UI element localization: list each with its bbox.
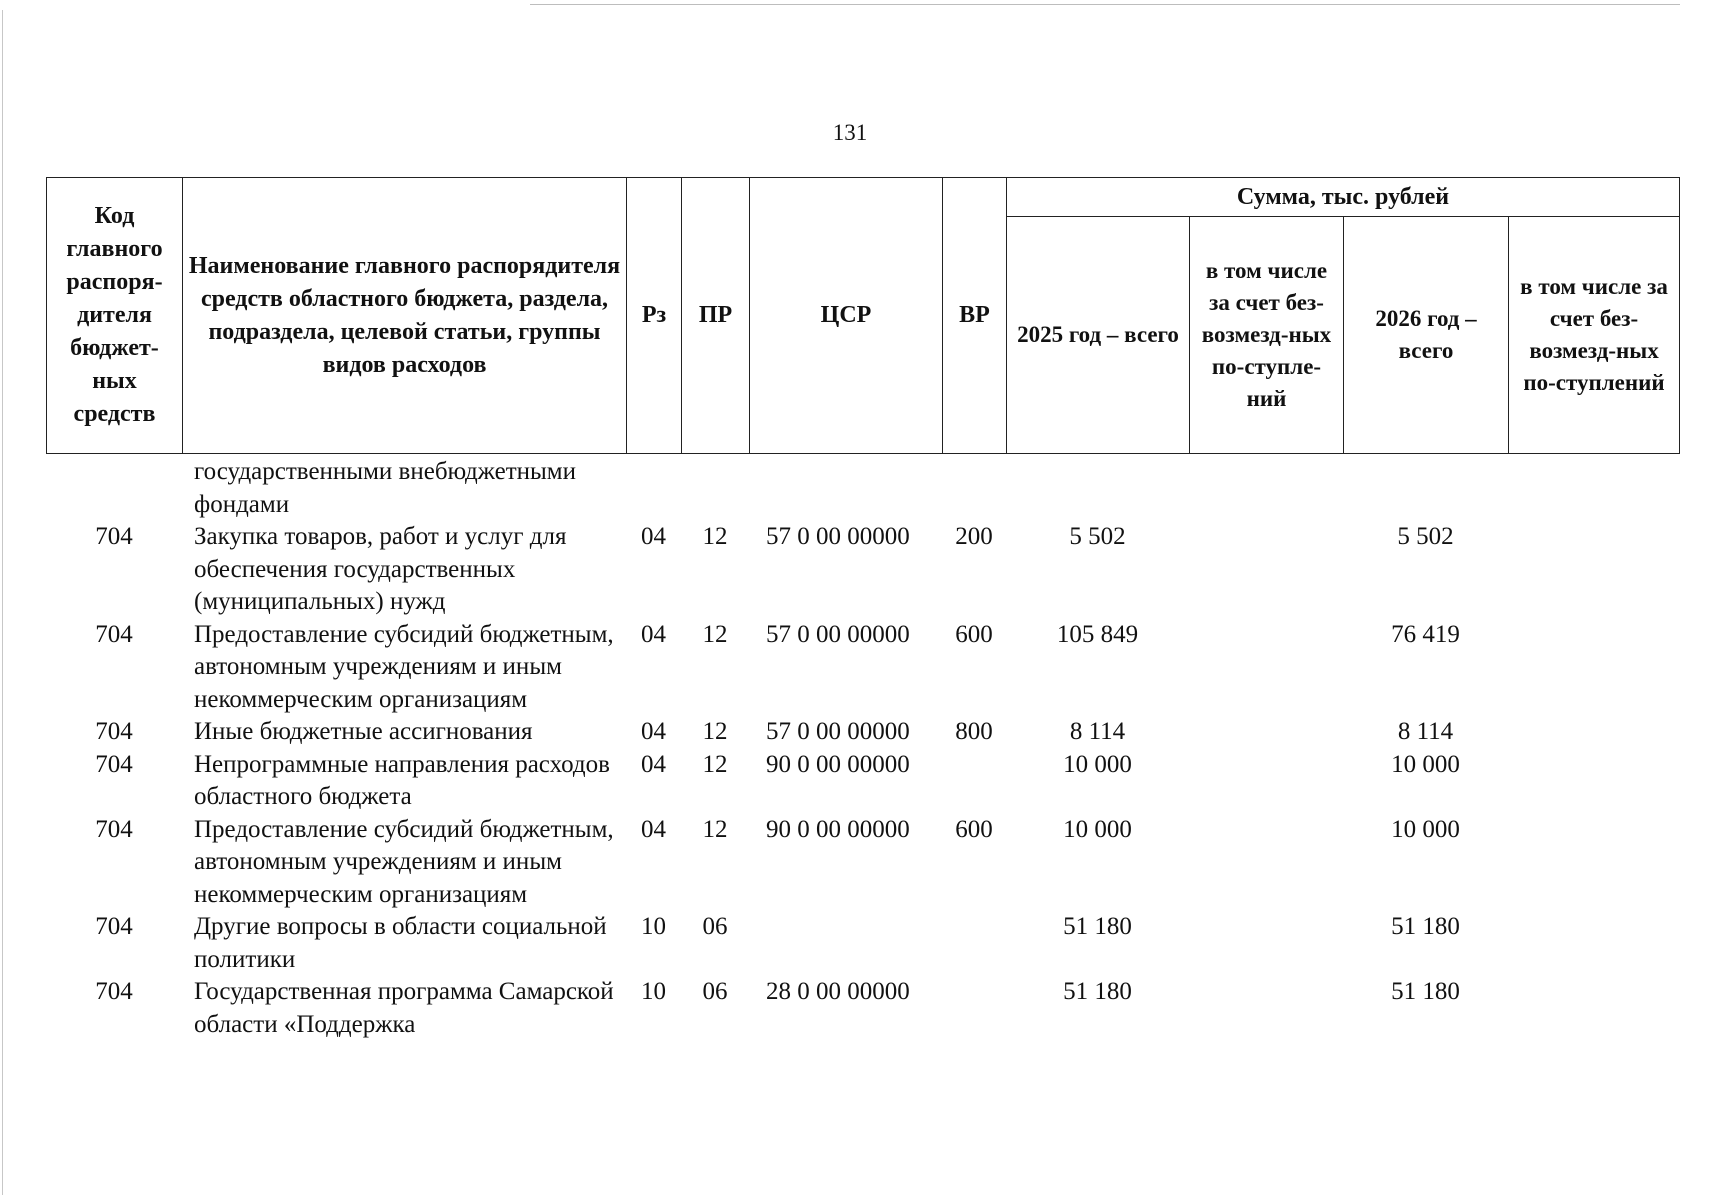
cell-csr [749,456,942,521]
cell-code: 704 [95,523,133,550]
cell-vr [942,976,1006,1041]
cell-vr [942,456,1006,521]
scan-left-edge [2,10,3,1195]
cell-2026-total: 10 000 [1391,750,1460,778]
cell-pr: 12 [702,815,728,843]
cell-rz: 04 [641,815,666,843]
cell-2026-free [1508,749,1679,814]
col-header-2025-free: в том числе за счет без-возмезд-ных по-ступле-ний [1190,217,1344,454]
cell-pr [681,456,749,521]
cell-2026-free [1508,716,1679,749]
cell-csr: 90 0 00 00000 [766,815,910,843]
cell-pr: 12 [702,523,728,550]
cell-2025-total: 51 180 [1063,978,1132,1005]
cell-2026-total: 5 502 [1397,523,1454,550]
cell-code: 704 [95,620,133,648]
cell-rz: 10 [641,913,666,940]
col-header-sum-group: Сумма, тыс. рублей [1007,178,1680,217]
cell-name: Предоставление субсидий бюджетным, автономным учреждениям и иным некоммерческим организациям [194,620,614,713]
cell-2026-total: 8 114 [1397,718,1454,745]
cell-2026-free [1508,521,1679,619]
cell-code: 704 [95,718,133,745]
cell-2025-total: 105 849 [1056,620,1139,648]
cell-name: Государственная программа Самарской области «Поддержка [194,978,614,1038]
cell-2026-free [1508,976,1679,1041]
table-row [46,814,1679,912]
table-row [46,911,1679,976]
cell-code [46,456,182,521]
cell-csr: 57 0 00 00000 [766,718,910,745]
cell-2026-free [1508,911,1679,976]
col-header-2026-total: 2026 год – всего [1344,217,1509,454]
cell-2025-free [1189,976,1343,1041]
table-row [46,976,1679,1041]
cell-pr: 06 [702,913,728,940]
cell-name: Предоставление субсидий бюджетным, автономным учреждениям и иным некоммерческим организациям [194,815,614,908]
cell-2026-total: 51 180 [1391,978,1460,1005]
col-header-2025-total: 2025 год – всего [1007,217,1190,454]
cell-code: 704 [95,750,133,778]
page-number: 131 [832,120,868,145]
cell-vr: 200 [955,523,993,550]
cell-2025-free [1189,749,1343,814]
cell-code: 704 [95,913,133,940]
cell-vr: 600 [955,620,993,648]
cell-2025-free [1189,814,1343,912]
cell-2025-total: 10 000 [1063,750,1132,778]
table-row [46,716,1679,749]
cell-2025-total: 8 114 [1069,718,1126,745]
cell-rz: 04 [641,620,666,648]
cell-name: государственными внебюджетными фондами [194,458,577,518]
cell-rz: 04 [641,750,666,778]
col-header-csr: ЦСР [750,178,943,454]
col-header-2026-free: в том числе за счет без-возмезд-ных по-ступлений [1509,217,1680,454]
table-row [46,749,1679,814]
cell-name: Другие вопросы в области социальной политики [194,913,607,973]
cell-csr: 57 0 00 00000 [766,523,910,550]
cell-code: 704 [95,978,133,1005]
cell-name: Непрограммные направления расходов областного бюджета [194,750,610,810]
table-row [46,521,1679,619]
cell-2026-total: 10 000 [1391,815,1460,843]
col-header-pr: ПР [682,178,750,454]
cell-name: Иные бюджетные ассигнования [194,718,533,745]
cell-rz [626,456,681,521]
table-row [46,619,1679,717]
cell-2026-total: 51 180 [1391,913,1460,940]
cell-rz: 10 [641,978,666,1005]
cell-2026-free [1508,456,1679,521]
cell-name: Закупка товаров, работ и услуг для обеспечения государственных (муниципальных) нужд [194,523,567,615]
cell-2025-free [1189,911,1343,976]
scan-top-edge [530,4,1680,5]
cell-2025-total: 51 180 [1063,913,1132,940]
cell-vr: 800 [955,718,993,745]
cell-csr: 90 0 00 00000 [766,750,910,778]
cell-code: 704 [95,815,133,843]
cell-2025-total: 10 000 [1063,815,1132,843]
cell-2026-total: 76 419 [1391,620,1460,648]
cell-vr [942,911,1006,976]
cell-csr [749,911,942,976]
cell-2025-total [1006,456,1189,521]
cell-csr: 28 0 00 00000 [766,978,910,1005]
budget-table-body [46,456,1679,1041]
cell-2025-free [1189,716,1343,749]
cell-2026-free [1508,814,1679,912]
col-header-rz: Рз [627,178,682,454]
cell-pr: 06 [702,978,728,1005]
table-row [46,456,1679,521]
cell-csr: 57 0 00 00000 [766,620,910,648]
cell-2026-free [1508,619,1679,717]
cell-pr: 12 [702,620,728,648]
cell-vr [942,749,1006,814]
cell-vr: 600 [955,815,993,843]
cell-2025-free [1189,521,1343,619]
cell-2026-total [1343,456,1508,521]
cell-2025-free [1189,619,1343,717]
col-header-code: Код главного распоря-дителя бюджет-ных средств [47,178,183,454]
cell-pr: 12 [702,750,728,778]
col-header-vr: ВР [943,178,1007,454]
cell-rz: 04 [641,523,666,550]
col-header-name: Наименование главного распорядителя средств областного бюджета, раздела, подраздела, целевой статьи, группы видов расходов [183,178,627,454]
cell-pr: 12 [702,718,728,745]
cell-2025-total: 5 502 [1069,523,1126,550]
table-header [46,177,1680,454]
cell-2025-free [1189,456,1343,521]
cell-rz: 04 [641,718,666,745]
